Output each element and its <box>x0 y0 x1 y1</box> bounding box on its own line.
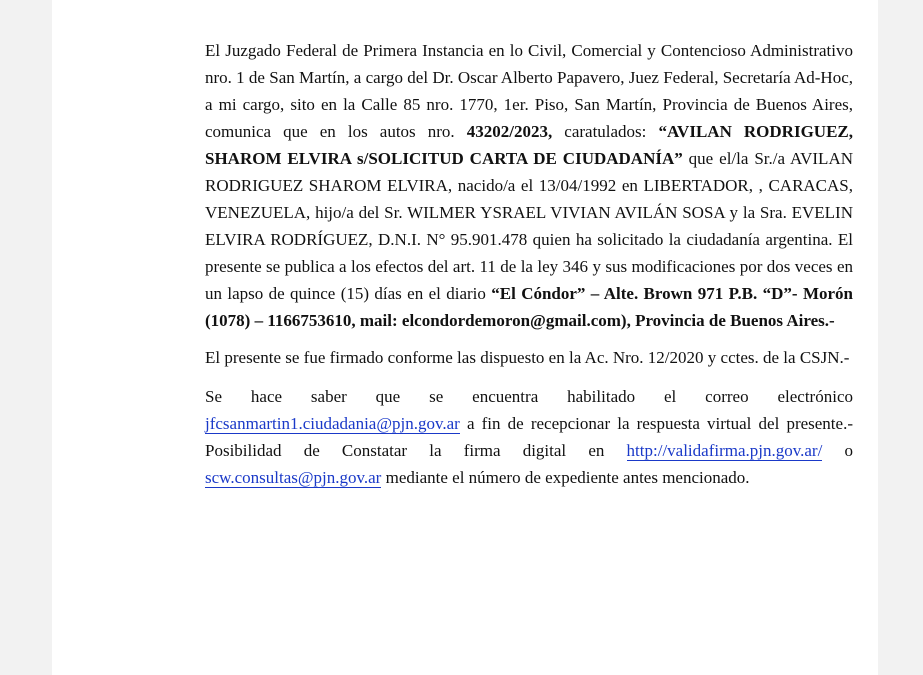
email-link[interactable]: jfcsanmartin1.ciudadania@pjn.gov.ar <box>205 414 460 433</box>
contact-paragraph <box>205 383 853 491</box>
contact-text-or: o <box>822 441 853 460</box>
notice-text-caratulados: caratulados: <box>552 122 659 141</box>
case-number: 43202/2023, <box>466 122 553 141</box>
contact-text-intro: Se hace saber que se encuentra habilitado el correo electrónico <box>205 387 853 406</box>
notice-paragraph <box>205 37 853 334</box>
document-page <box>52 0 878 675</box>
notice-text-body: que el/la Sr./a AVILAN RODRIGUEZ SHAROM ELVIRA, nacido/a el 13/04/1992 en LIBERTADOR, , CARACAS, VENEZUELA, hijo/a del Sr. WILMER YSRAEL VIVIAN AVILÁN SOSA y la Sra. EVELIN ELVIRA RODRÍGUEZ, D.N.I. N° 95.901.478 quien ha solicitado la ciudadanía argentina. El presente se publica a los efectos del art. 11 de la ley 346 y sus modificaciones por dos veces en un lapso de quince (15) días en el diario <box>205 149 853 303</box>
notice-text-intro: El Juzgado Federal de Primera Instancia en lo Civil, Comercial y Contencioso Administrativo nro. 1 de San Martín, a cargo del Dr. Oscar Alberto Papavero, Juez Federal, Secretaría Ad-Hoc, a mi cargo, sito en la Calle 85 nro. 1770, 1er. Piso, San Martín, Provincia de Buenos Aires, comunica que en los autos nro. <box>205 41 853 141</box>
case-title: “AVILAN RODRIGUEZ, SHAROM ELVIRA s/SOLICITUD CARTA DE CIUDADANÍA” <box>205 122 854 168</box>
page-content <box>205 37 853 491</box>
consultas-email-link[interactable]: scw.consultas@pjn.gov.ar <box>205 468 382 487</box>
newspaper-details: “El Cóndor” – Alte. Brown 971 P.B. “D”- Morón (1078) – 1166753610, mail: elcondordemoron@gmail.com), Provincia de Buenos Aires.- <box>205 284 853 330</box>
contact-text-end: mediante el número de expediente antes mencionado. <box>381 468 750 487</box>
signature-paragraph: El presente se fue firmado conforme las dispuesto en la Ac. Nro. 12/2020 y cctes. de la CSJN.- <box>205 348 850 367</box>
validation-link[interactable]: http://validafirma.pjn.gov.ar/ <box>626 441 823 460</box>
contact-text-middle: a fin de recepcionar la respuesta virtual del presente.- Posibilidad de Constatar la firma digital en <box>205 414 853 460</box>
